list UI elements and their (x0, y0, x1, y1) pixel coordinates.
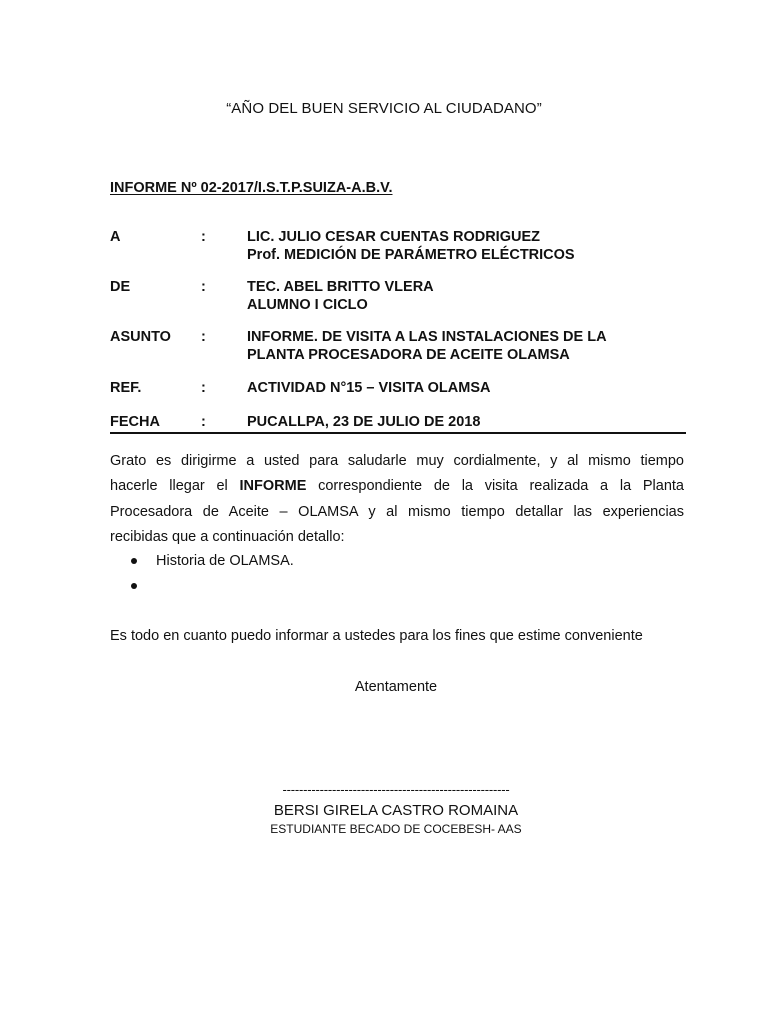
field-a-value (247, 228, 687, 264)
field-de-value-line-1: TEC. ABEL BRITTO VLERA (247, 279, 434, 295)
motto-heading: “AÑO DEL BUEN SERVICIO AL CIUDADANO” (226, 100, 542, 117)
body-line-1: Grato es dirigirme a usted para saludarle muy cordialmente, y al mismo tiempo (110, 453, 684, 469)
field-asunto-label: ASUNTO (110, 329, 171, 345)
bullet-list (110, 549, 670, 599)
bullet-icon (131, 583, 137, 589)
informe-number: INFORME Nº 02-2017/I.S.T.P.SUIZA-A.B.V. (110, 180, 393, 196)
closing-statement: Es todo en cuanto puedo informar a ustedes para los fines que estime conveniente (110, 628, 643, 644)
field-fecha-value (247, 413, 687, 431)
field-asunto-colon: : (201, 329, 206, 345)
bullet-item (110, 574, 670, 599)
field-ref-colon: : (201, 380, 206, 396)
body-paragraph (110, 449, 684, 550)
field-a-colon: : (201, 229, 206, 245)
field-ref-value (247, 379, 687, 397)
field-asunto-value (247, 328, 687, 364)
field-asunto-value-line-1: INFORME. DE VISITA A LAS INSTALACIONES DE LA (247, 329, 607, 345)
bullet-text: Historia de OLAMSA. (156, 553, 294, 569)
body-informe-bold: INFORME (239, 478, 307, 495)
header-divider (110, 432, 686, 434)
body-line-3: Procesadora de Aceite – OLAMSA y al mismo tiempo detallar las experiencias (110, 503, 684, 520)
bullet-item (110, 549, 670, 574)
field-asunto-value-line-2: PLANTA PROCESADORA DE ACEITE OLAMSA (247, 347, 570, 363)
field-de-label: DE (110, 279, 131, 295)
signature-line: ------------------------------------------------------- (282, 782, 510, 797)
regards-text: Atentamente (354, 679, 438, 695)
field-fecha-colon: : (201, 414, 206, 430)
field-de-value (247, 278, 687, 314)
field-fecha-value-line-1: PUCALLPA, 23 DE JULIO DE 2018 (247, 414, 481, 430)
body-line-2-start: hacerle llegar el (110, 478, 240, 495)
field-a-value-line-2: Prof. MEDICIÓN DE PARÁMETRO ELÉCTRICOS (247, 247, 575, 263)
body-line-2 (110, 474, 684, 499)
field-a-label: A (110, 229, 121, 245)
field-de-value-line-2: ALUMNO I CICLO (247, 297, 368, 313)
body-line-2-end: correspondiente de la visita realizada a la Planta (306, 478, 684, 495)
signature-name: BERSI GIRELA CASTRO ROMAINA (273, 802, 519, 819)
signature-role: ESTUDIANTE BECADO DE COCEBESH- AAS (270, 822, 522, 836)
body-line-4: recibidas que a continuación detallo: (110, 528, 345, 545)
field-a-value-line-1: LIC. JULIO CESAR CUENTAS RODRIGUEZ (247, 229, 540, 245)
field-ref-value-line-1: ACTIVIDAD N°15 – VISITA OLAMSA (247, 380, 491, 396)
field-fecha-label: FECHA (110, 414, 160, 430)
field-ref-label: REF. (110, 380, 142, 396)
bullet-icon (131, 558, 137, 564)
field-de-colon: : (201, 279, 206, 295)
